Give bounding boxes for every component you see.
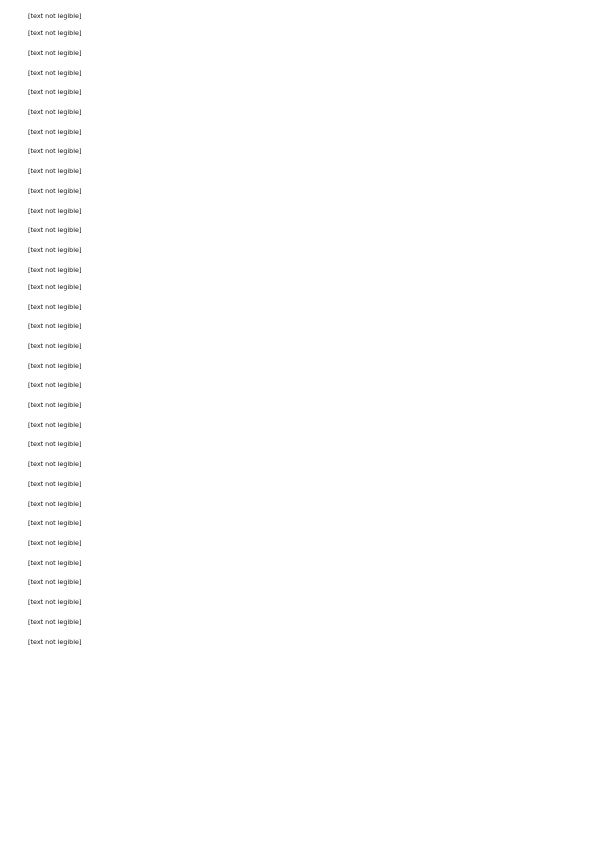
list-item: [text not legible] <box>28 538 82 547</box>
list-item: [text not legible] <box>28 322 82 331</box>
paragraph: [text not legible] <box>28 341 82 350</box>
paragraph: [text not legible] <box>28 381 82 390</box>
paragraph: [text not legible] <box>28 401 82 410</box>
list-item: [text not legible] <box>28 558 82 567</box>
list-item: [text not legible] <box>28 519 82 528</box>
paragraph: [text not legible] <box>28 88 82 97</box>
list-item: [text not legible] <box>28 617 82 626</box>
list-item: [text not legible] <box>28 598 82 607</box>
list-item: [text not legible] <box>28 282 82 291</box>
list-item: [text not legible] <box>28 186 82 195</box>
paragraph: [text not legible] <box>28 12 82 20</box>
list-item: [text not legible] <box>28 578 82 587</box>
list-item: [text not legible] <box>28 147 82 156</box>
list-item: [text not legible] <box>28 420 82 429</box>
list-item: [text not legible] <box>28 226 82 235</box>
paragraph: [text not legible] <box>28 29 82 38</box>
list-item: [text not legible] <box>28 479 82 488</box>
paragraph: [text not legible] <box>28 48 82 57</box>
list-item: [text not legible] <box>28 499 82 508</box>
list-item: [text not legible] <box>28 206 82 215</box>
list-item: [text not legible] <box>28 245 82 254</box>
list-item: [text not legible] <box>28 302 82 311</box>
list-item: [text not legible] <box>28 460 82 469</box>
paragraph: [text not legible] <box>28 265 82 274</box>
paragraph: [text not legible] <box>28 637 82 646</box>
list-item: [text not legible] <box>28 440 82 449</box>
paragraph: [text not legible] <box>28 108 82 117</box>
list-item: [text not legible] <box>28 127 82 136</box>
list-item: [text not legible] <box>28 167 82 176</box>
paragraph: [text not legible] <box>28 361 82 370</box>
paragraph: [text not legible] <box>28 68 82 77</box>
